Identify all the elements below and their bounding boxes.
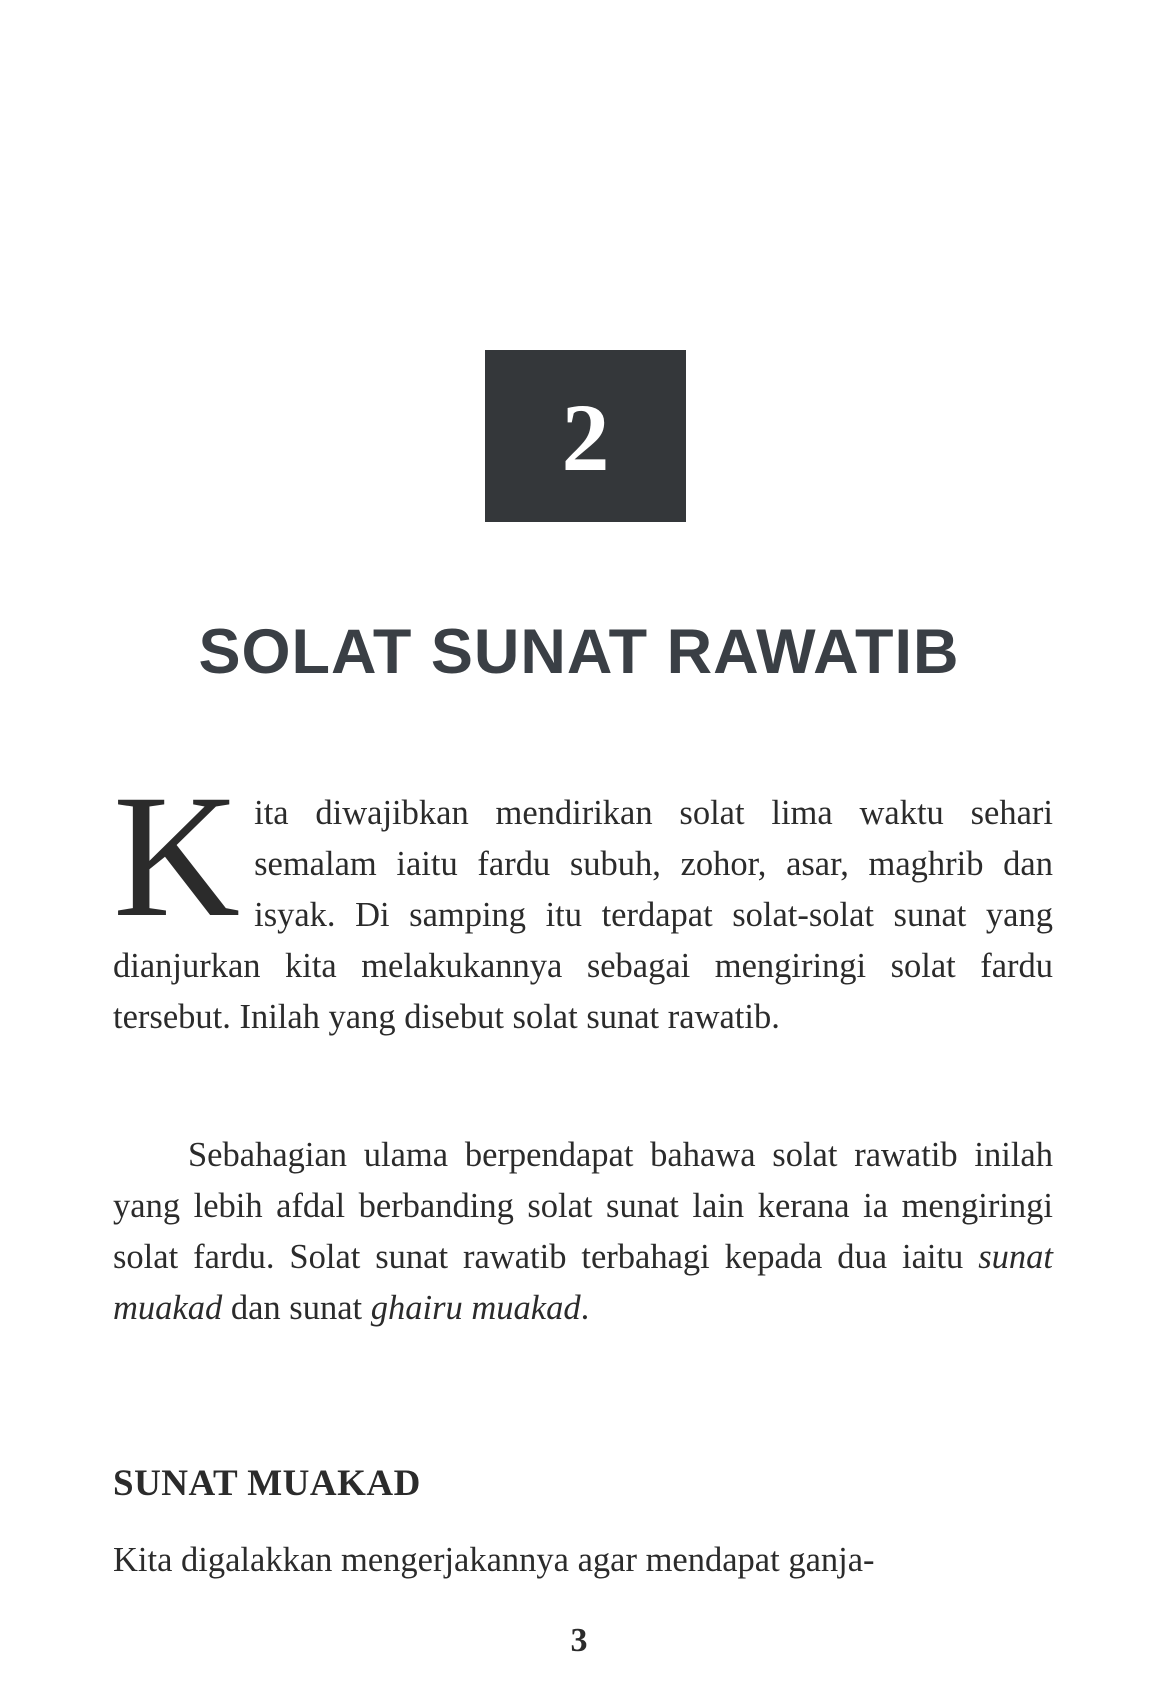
- page-number: 3: [570, 1622, 588, 1659]
- term-ghairu-muakad: ghairu muakad: [370, 1289, 581, 1327]
- paragraph-rawatib-text-c: .: [580, 1289, 590, 1327]
- drop-cap: K: [113, 759, 241, 954]
- paragraph-rawatib-text-b: dan sunat: [222, 1289, 371, 1327]
- paragraph-rawatib-text-a: Sebahagian ulama berpendapat bahawa solat rawatib inilah yang lebih afdal berbanding solat sunat lain kerana ia mengiringi solat fardu. Solat sunat rawatib terbahagi kepada dua iaitu: [113, 1136, 1053, 1276]
- section-heading: SUNAT MUAKAD: [113, 1463, 421, 1504]
- paragraph-rawatib: [113, 1130, 1053, 1334]
- term-sunat-muakad: sunat muakad: [113, 1238, 1053, 1327]
- paragraph-intro-text: ita diwajibkan mendirikan solat lima waktu sehari semalam iaitu fardu subuh, zohor, asar, maghrib dan isyak. Di samping itu terdapat solat-solat sunat yang dianjurkan kita melakukannya sebagai mengiringi solat fardu tersebut. Inilah yang disebut solat sunat rawatib.: [113, 794, 1053, 1036]
- paragraph-muakad: Kita digalakkan mengerjakannya agar mendapat ganja-: [113, 1541, 875, 1579]
- chapter-number-box: [485, 350, 686, 522]
- paragraph-intro: [113, 759, 1053, 1043]
- chapter-title: SOLAT SUNAT RAWATIB: [198, 617, 960, 687]
- chapter-number: 2: [561, 384, 610, 491]
